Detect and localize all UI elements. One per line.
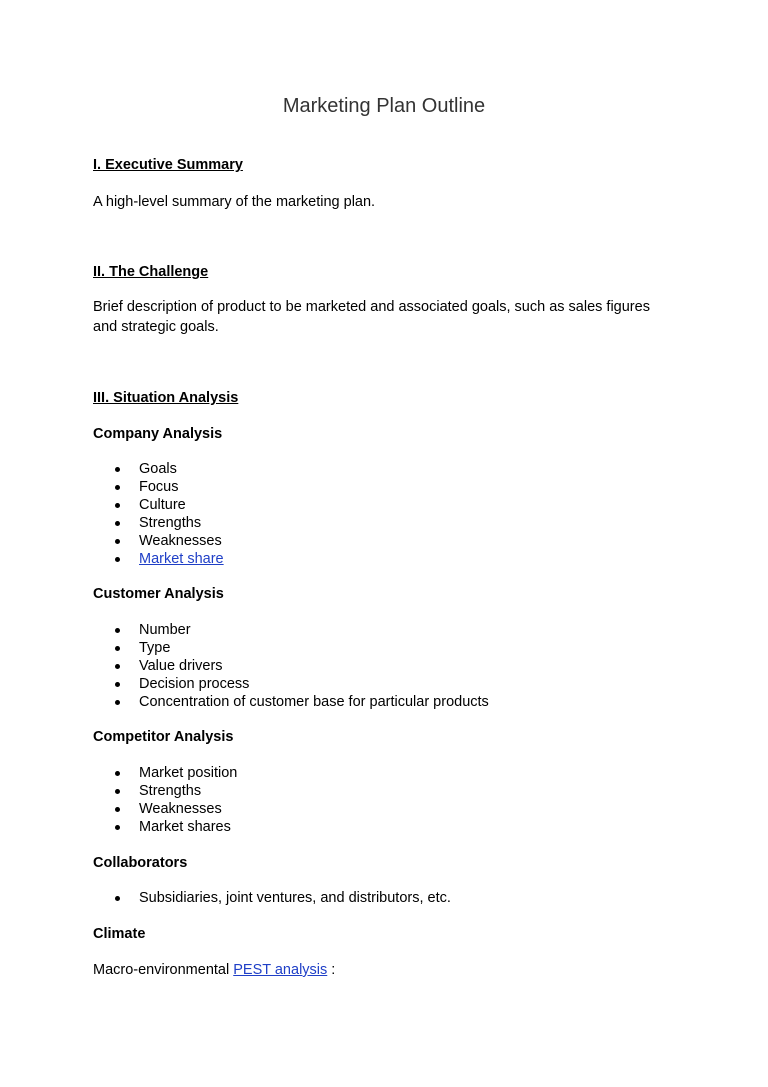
collaborators-list xyxy=(113,889,451,907)
pest-analysis-link[interactable]: PEST analysis xyxy=(233,962,328,978)
list-item: Concentration of customer base for particular products xyxy=(113,693,489,711)
list-item: Subsidiaries, joint ventures, and distributors, etc. xyxy=(113,889,451,907)
bullet-icon xyxy=(115,807,120,812)
company-analysis-list xyxy=(113,460,224,568)
list-item: Culture xyxy=(113,496,224,514)
bullet-icon xyxy=(115,467,120,472)
section-heading-executive-summary: I. Executive Summary xyxy=(93,157,243,173)
executive-summary-text: A high-level summary of the marketing plan. xyxy=(93,194,376,210)
bullet-icon xyxy=(115,682,120,687)
list-item: Weaknesses xyxy=(113,532,224,550)
subheading-customer-analysis: Customer Analysis xyxy=(93,586,224,602)
list-item: Value drivers xyxy=(113,657,489,675)
bullet-icon xyxy=(115,664,120,669)
section-heading-situation-analysis: III. Situation Analysis xyxy=(93,390,239,406)
list-item: Strengths xyxy=(113,782,237,800)
bullet-icon xyxy=(115,646,120,651)
competitor-analysis-list xyxy=(113,764,237,836)
list-item: Market position xyxy=(113,764,237,782)
list-item: Type xyxy=(113,639,489,657)
customer-analysis-list xyxy=(113,621,489,711)
bullet-icon xyxy=(115,485,120,490)
bullet-icon xyxy=(115,539,120,544)
bullet-icon xyxy=(115,521,120,526)
subheading-company-analysis: Company Analysis xyxy=(93,426,223,442)
list-item: Focus xyxy=(113,478,224,496)
bullet-icon xyxy=(115,896,120,901)
bullet-icon xyxy=(115,771,120,776)
subheading-collaborators: Collaborators xyxy=(93,855,188,871)
section-heading-challenge: II. The Challenge xyxy=(93,264,209,280)
list-item: Strengths xyxy=(113,514,224,532)
climate-text: Macro-environmental PEST analysis : xyxy=(93,962,336,978)
list-item xyxy=(113,550,224,568)
bullet-icon xyxy=(115,825,120,830)
bullet-icon xyxy=(115,557,120,562)
market-share-link[interactable]: Market share xyxy=(139,551,224,567)
bullet-icon xyxy=(115,628,120,633)
subheading-competitor-analysis: Competitor Analysis xyxy=(93,729,234,745)
page-title: Marketing Plan Outline xyxy=(282,95,486,117)
list-item: Decision process xyxy=(113,675,489,693)
bullet-icon xyxy=(115,503,120,508)
list-item: Market shares xyxy=(113,818,237,836)
list-item: Weaknesses xyxy=(113,800,237,818)
bullet-icon xyxy=(115,789,120,794)
bullet-icon xyxy=(115,700,120,705)
list-item: Goals xyxy=(113,460,224,478)
list-item: Number xyxy=(113,621,489,639)
subheading-climate: Climate xyxy=(93,926,146,942)
challenge-text: Brief description of product to be marketed and associated goals, such as sales figures and strategic goals. xyxy=(93,299,650,335)
